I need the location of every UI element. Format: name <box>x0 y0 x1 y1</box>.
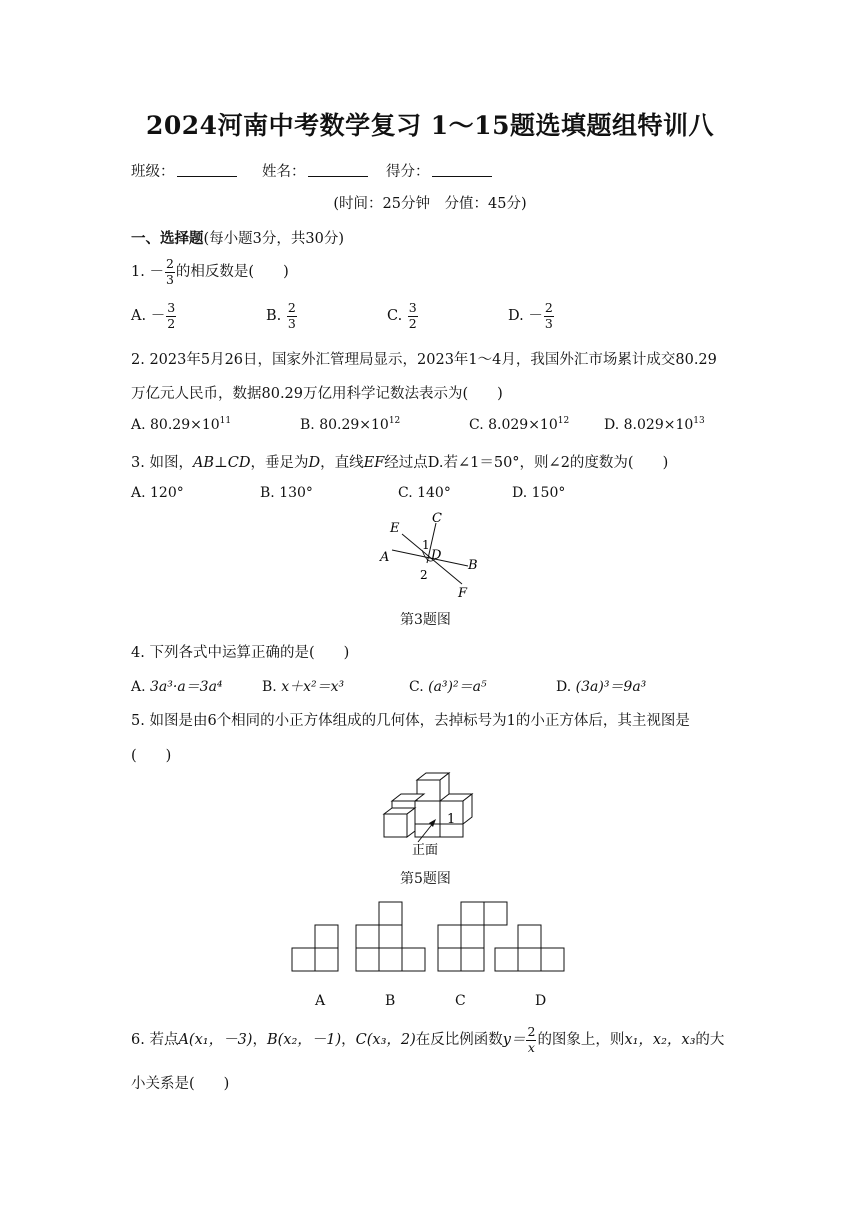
class-blank[interactable] <box>177 166 237 177</box>
page-title: 2024河南中考数学复习 1～15题选填题组特训八 <box>146 111 714 140</box>
q1-stem-tail: 的相反数是( ) <box>175 264 289 280</box>
label-f: F <box>458 586 468 601</box>
q4-option-b[interactable]: B. x＋x²＝x³ <box>262 679 345 695</box>
q1-option-b[interactable]: B. $\frac{2}{3}$ <box>266 300 296 331</box>
view-d-sq3 <box>541 948 564 971</box>
view-a-sq2 <box>315 948 338 971</box>
q5-option-d[interactable]: D <box>535 993 547 1009</box>
front-label: 正面 <box>412 843 439 858</box>
view-c-sq6 <box>484 902 507 925</box>
section-heading <box>131 227 344 248</box>
view-b-sq1 <box>356 948 379 971</box>
cube-front-left <box>384 814 407 837</box>
q4-option-d[interactable]: D. (3a)³＝9a³ <box>556 679 647 695</box>
score-field <box>386 160 492 181</box>
view-c-sq5 <box>461 902 484 925</box>
q6-point-b: B(x₂，－1) <box>266 1032 342 1048</box>
q3-option-d[interactable]: D. 150° <box>512 485 566 501</box>
question-5-line2: ( ) <box>131 748 172 764</box>
q1-option-a[interactable]: A. － $\frac{3}{2}$ <box>131 300 176 331</box>
score-label: 得分： <box>386 164 430 180</box>
view-a-sq3 <box>315 925 338 948</box>
q3-caption: 第3题图 <box>400 612 451 628</box>
q5-figure <box>380 770 480 858</box>
q1-number: 1. <box>131 264 145 280</box>
q6-point-c: C(x₃，2) <box>355 1032 416 1048</box>
q4-option-a[interactable]: A. 3a³·a＝3a⁴ <box>131 679 223 695</box>
question-5-line1: 5. 如图是由6个相同的小正方体组成的几何体，去掉标号为1的小正方体后，其主视图是 <box>131 713 690 729</box>
view-d-sq1 <box>495 948 518 971</box>
view-a-sq1 <box>292 948 315 971</box>
q2-option-d[interactable]: D. $8.029\times 10^{13}$ <box>604 416 705 433</box>
line-ab <box>392 550 468 566</box>
name-blank[interactable] <box>308 166 368 177</box>
question-6-line2: 小关系是( ) <box>131 1076 230 1092</box>
label-c: C <box>432 511 442 526</box>
class-label: 班级： <box>131 164 175 180</box>
name-field <box>262 160 368 181</box>
q5-caption: 第5题图 <box>400 871 451 887</box>
q1-option-c[interactable]: C. $\frac{3}{2}$ <box>387 300 417 331</box>
q2-option-b[interactable]: B. $80.29\times 10^{12}$ <box>300 416 401 433</box>
question-4-stem: 4. 下列各式中运算正确的是( ) <box>131 645 350 661</box>
q1-option-d[interactable]: D. － $\frac{2}{3}$ <box>508 300 553 331</box>
label-angle-1: 1 <box>422 538 430 552</box>
q5-option-c[interactable]: C <box>455 993 466 1009</box>
q2-option-c[interactable]: C. $8.029\times 10^{12}$ <box>469 416 570 433</box>
question-6-line1: 6. 若点A(x₁，－3)，B(x₂，－1)，C(x₃，2)在反比例函数y＝ $\frac{2}{x}$ 的图象上，则x₁，x₂，x₃的大 <box>131 1024 725 1055</box>
label-b: B <box>468 558 478 573</box>
cube-label-1: 1 <box>447 812 456 827</box>
view-b-sq2 <box>379 948 402 971</box>
view-b-sq4 <box>356 925 379 948</box>
cube-mid-center <box>415 801 440 824</box>
view-d-sq5 <box>518 925 541 948</box>
label-e: E <box>390 521 400 536</box>
q4-option-c[interactable]: C. (a³)²＝a⁵ <box>409 679 487 695</box>
q6-fraction: $\frac{2}{x}$ <box>527 1024 536 1055</box>
q5-options-figure[interactable] <box>290 898 570 978</box>
q3-option-b[interactable]: B. 130° <box>260 485 313 501</box>
view-d-sq2 <box>518 948 541 971</box>
question-2-line1: 2. 2023年5月26日，国家外汇管理局显示，2023年1～4月，我国外汇市场累计成交80.29 <box>131 352 717 368</box>
view-c-sq2 <box>461 948 484 971</box>
view-b-sq5 <box>379 925 402 948</box>
section-note: (每小题3分，共30分) <box>203 231 344 247</box>
question-1-stem: 1. － $\frac{2}{3}$ 的相反数是( ) <box>131 256 289 287</box>
q3-option-c[interactable]: C. 140° <box>398 485 451 501</box>
q3-option-a[interactable]: A. 120° <box>131 485 184 501</box>
section-title: 一、选择题 <box>131 230 204 247</box>
q5-option-a[interactable]: A <box>315 993 326 1009</box>
view-c-sq3 <box>438 925 461 948</box>
score-blank[interactable] <box>432 166 492 177</box>
view-c-sq4 <box>461 925 484 948</box>
class-field <box>131 160 237 181</box>
q2-option-a[interactable]: A. $80.29\times 10^{11}$ <box>131 416 232 433</box>
q5-option-b[interactable]: B <box>385 993 396 1009</box>
view-b-sq3 <box>402 948 425 971</box>
question-3-stem: 3. 如图，AB⊥CD，垂足为D，直线EF经过点D.若∠1＝50°，则∠2的度数为( ) <box>131 455 669 471</box>
view-c-sq1 <box>438 948 461 971</box>
label-a: A <box>380 550 390 565</box>
label-d: D <box>431 548 442 563</box>
exam-info: (时间：25分钟 分值：45分) <box>333 196 527 212</box>
question-2-line2: 万亿元人民币，数据80.29万亿用科学记数法表示为( ) <box>131 386 503 402</box>
cube-top-face-front <box>417 780 440 803</box>
name-label: 姓名： <box>262 164 306 180</box>
q6-point-a: A(x₁，－3) <box>178 1032 253 1048</box>
label-angle-2: 2 <box>420 568 428 582</box>
q3-figure <box>370 506 490 602</box>
view-b-sq6 <box>379 902 402 925</box>
q1-fraction: $\frac{2}{3}$ <box>165 256 174 287</box>
